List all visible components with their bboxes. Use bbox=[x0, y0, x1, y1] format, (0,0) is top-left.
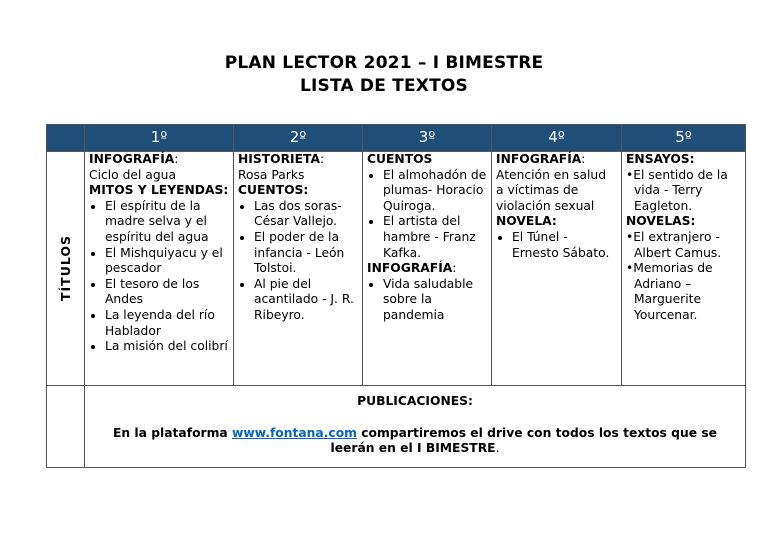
publications-text: En la plataforma www.fontana.com compartiremos el drive con todos los textos que se leerán en el I BIMESTRE. bbox=[113, 425, 717, 456]
col2-heading-cuentos: CUENTOS: bbox=[238, 183, 309, 198]
grade-5-cell bbox=[622, 152, 746, 386]
grade-1-cell: INFOGRAFÍA: Ciclo del agua MITOS Y LEYENDAS: • El espíritu de la madre selva y el espíritu del agua • El Mishquiyacu y el pescador • El tesoro de los Andes • La leyenda del río Hablador • La misión del colibrí bbox=[85, 152, 234, 386]
row-label-cell bbox=[47, 152, 85, 386]
titles-row bbox=[47, 152, 746, 386]
col3-infografia-list bbox=[367, 277, 487, 324]
col4-heading-infografia: INFOGRAFÍA bbox=[496, 152, 582, 166]
grade-header-1: 1º bbox=[85, 125, 234, 152]
grade-3-cell: CUENTOS • El almohadón de plumas- Horacio Quiroga. • El artista del hambre - Franz Kafka. INFOGRAFÍA: • Vida saludable sobre la pandemia bbox=[363, 152, 492, 386]
list-item: • El espíritu de la madre selva y el espíritu del agua bbox=[105, 199, 229, 246]
list-item: •Memorias de Adriano – Marguerite Yourcenar. bbox=[626, 261, 713, 322]
grade-header-2: 2º bbox=[234, 125, 363, 152]
list-item: • La misión del colibrí bbox=[105, 339, 229, 355]
list-item: •El extranjero - Albert Camus. bbox=[626, 229, 722, 260]
col5-heading-novelas: NOVELAS: bbox=[626, 214, 696, 229]
page-subtitle: LISTA DE TEXTOS bbox=[299, 76, 468, 96]
reading-plan-table bbox=[46, 124, 746, 468]
col2-cuentos-list bbox=[238, 199, 358, 324]
list-item: • El Túnel - Ernesto Sábato. bbox=[512, 230, 617, 261]
list-item: • El artista del hambre - Franz Kafka. bbox=[383, 214, 487, 261]
col1-heading-mitos: MITOS Y LEYENDAS: bbox=[89, 183, 229, 198]
col1-heading-infografia: INFOGRAFÍA bbox=[89, 152, 175, 166]
col5-novelas-list bbox=[626, 230, 741, 324]
fontana-link[interactable]: www.fontana.com bbox=[231, 425, 357, 440]
col4-heading-novela: NOVELA: bbox=[496, 214, 557, 229]
list-item: • Al pie del acantilado - J. R. Ribeyro. bbox=[254, 277, 358, 324]
list-item: • Vida saludable sobre la pandemia bbox=[383, 277, 487, 324]
col5-heading-ensayos: ENSAYOS: bbox=[626, 152, 695, 166]
row-label: TÍTULOS bbox=[57, 235, 73, 302]
header-corner bbox=[47, 125, 85, 152]
col3-heading-infografia: INFOGRAFÍA bbox=[367, 261, 453, 276]
col5-ensayos-list bbox=[626, 168, 741, 215]
col3-heading-cuentos: CUENTOS bbox=[367, 152, 433, 166]
list-item: • El almohadón de plumas- Horacio Quiroga. bbox=[383, 168, 487, 215]
page-title: PLAN LECTOR 2021 – I BIMESTRE bbox=[224, 53, 544, 73]
grade-2-cell: HISTORIETA: Rosa Parks CUENTOS: • Las dos soras- César Vallejo. • El poder de la infancia - León Tolstoi. • Al pie del acantilado - J. R. Ribeyro. bbox=[234, 152, 363, 386]
col1-infografia-title: Ciclo del agua bbox=[89, 167, 176, 182]
grade-header-4: 4º bbox=[492, 125, 622, 152]
list-item: • El poder de la infancia - León Tolstoi. bbox=[254, 230, 358, 277]
publications-row bbox=[47, 386, 746, 468]
col4-novela-list bbox=[496, 230, 617, 261]
grade-header-5: 5º bbox=[622, 125, 746, 152]
grades-header-row bbox=[47, 125, 746, 152]
col2-heading-historieta: HISTORIETA bbox=[238, 152, 320, 166]
list-item: • Las dos soras- César Vallejo. bbox=[254, 199, 358, 230]
col2-historieta-title: Rosa Parks bbox=[238, 167, 305, 182]
col1-mitos-list bbox=[89, 199, 229, 355]
list-item: • La leyenda del río Hablador bbox=[105, 308, 229, 339]
grade-header-3: 3º bbox=[363, 125, 492, 152]
col4-infografia-title: Atención en salud a víctimas de violación sexual bbox=[496, 167, 607, 213]
list-item: • El tesoro de los Andes bbox=[105, 277, 229, 308]
publications-cell bbox=[85, 386, 746, 468]
publications-heading: PUBLICACIONES: bbox=[357, 394, 473, 408]
grade-4-cell: INFOGRAFÍA: Atención en salud a víctimas de violación sexual NOVELA: • El Túnel - Ernesto Sábato. bbox=[492, 152, 622, 386]
list-item: •El sentido de la vida - Terry Eagleton. bbox=[626, 167, 728, 213]
list-item: • El Mishquiyacu y el pescador bbox=[105, 246, 229, 277]
publications-blank-cell bbox=[47, 386, 85, 468]
col3-cuentos-list bbox=[367, 168, 487, 262]
